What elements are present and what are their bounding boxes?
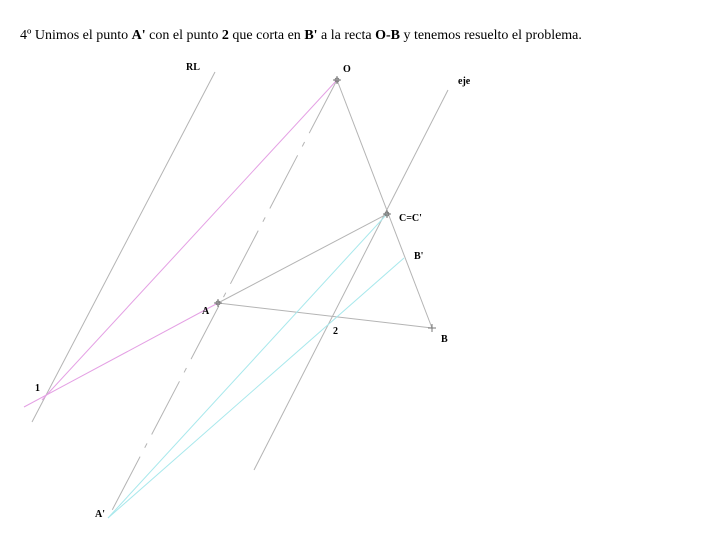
- instruction-bold: A': [131, 28, 146, 43]
- instruction-part: y tenemos resuelto el problema.: [399, 28, 582, 43]
- segment-a-b: [218, 303, 432, 328]
- segment-o-b: [337, 80, 432, 328]
- label-o: O: [343, 64, 351, 75]
- label-b-prime: B': [414, 251, 424, 262]
- instruction-part: que corta en: [228, 28, 305, 43]
- instruction-bold: O-B: [375, 28, 400, 43]
- point-b-marker: [428, 324, 436, 332]
- label-rl: RL: [186, 62, 200, 73]
- label-b: B: [441, 334, 448, 345]
- label-eje: eje: [458, 76, 471, 87]
- line-1-a: [24, 303, 218, 407]
- label-2: 2: [333, 326, 338, 337]
- instruction-bold: 2: [221, 28, 229, 43]
- line-eje: [254, 90, 448, 470]
- line-1-o: [42, 80, 337, 400]
- instruction-bold: B': [304, 28, 318, 43]
- label-a: A: [202, 306, 210, 317]
- label-c: C=C': [399, 213, 422, 224]
- point-a-marker: [214, 299, 222, 307]
- label-1: 1: [35, 383, 40, 394]
- instruction-part: 4º Unimos el punto: [20, 28, 132, 43]
- line-oa-extension: [108, 80, 337, 518]
- label-a-prime: A': [95, 509, 105, 520]
- instruction-part: a la recta: [317, 28, 376, 43]
- line-aprime-bprime: [108, 258, 404, 518]
- instruction-part: con el punto: [145, 28, 222, 43]
- line-aprime-c: [108, 214, 387, 518]
- line-rl: [32, 72, 215, 422]
